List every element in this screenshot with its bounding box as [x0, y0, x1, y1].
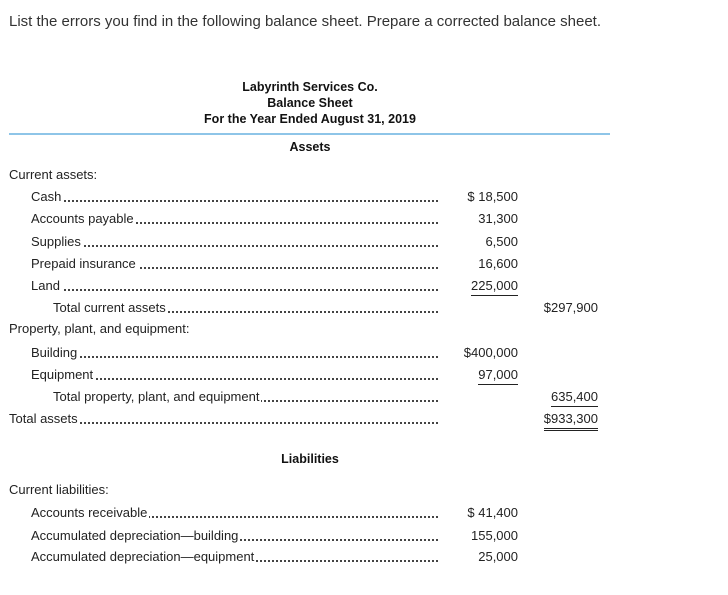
- total-assets-label: Total assets: [9, 411, 78, 426]
- line-item-amount: 16,600: [478, 256, 518, 271]
- total-current-assets-label: Total current assets: [53, 300, 166, 315]
- total-ppe-label: Total property, plant, and equipment: [53, 389, 260, 404]
- line-item: [0, 504, 728, 522]
- line-item-amount: 155,000: [471, 528, 518, 543]
- leader-dots: [20, 422, 438, 424]
- line-item-label: Accounts receivable: [31, 505, 148, 520]
- current-liabilities-heading: Current liabilities:: [9, 482, 109, 497]
- line-item-label: Accumulated depreciation—building: [31, 528, 239, 543]
- current-assets-heading: Current assets:: [9, 167, 98, 182]
- leader-dots: [40, 289, 438, 291]
- line-item-amount: 6,500: [485, 234, 518, 249]
- line-item: [0, 344, 728, 362]
- line-item: [0, 527, 728, 545]
- line-item-label: Cash: [31, 189, 62, 204]
- line-item-amount: $ 18,500: [467, 189, 518, 204]
- line-item-amount: 225,000: [471, 277, 518, 296]
- total-current-assets-amount: $297,900: [543, 300, 598, 315]
- total-assets-amount: $933,300: [544, 410, 598, 431]
- subtotal-row: [0, 388, 728, 406]
- line-item: [0, 548, 728, 566]
- line-item: [0, 366, 728, 384]
- line-item-label: Land: [31, 278, 60, 293]
- question-text: List the errors you find in the following balance sheet. Prepare a corrected balance sheet.: [9, 13, 602, 30]
- line-item-label: Equipment: [31, 367, 94, 382]
- line-item-label: Prepaid insurance: [31, 256, 136, 271]
- leader-dots: [40, 378, 438, 380]
- line-item-amount: 25,000: [478, 549, 518, 564]
- line-item-label: Supplies: [31, 234, 81, 249]
- statement-title: Balance Sheet: [267, 96, 353, 110]
- line-item-label: Building: [31, 345, 78, 360]
- total-ppe-amount: 635,400: [551, 388, 598, 407]
- header-rule: [9, 133, 610, 135]
- line-item: [0, 188, 728, 206]
- line-item-amount: $400,000: [463, 345, 518, 360]
- assets-heading: Assets: [289, 140, 331, 154]
- line-item-amount: 31,300: [478, 211, 518, 226]
- ppe-heading: Property, plant, and equipment:: [9, 321, 190, 336]
- line-item-label: Accounts payable: [31, 211, 134, 226]
- statement-period: For the Year Ended August 31, 2019: [204, 112, 416, 126]
- leader-dots: [40, 356, 438, 358]
- subtotal-row: [0, 299, 728, 317]
- leader-dots: [40, 245, 438, 247]
- leader-dots: [40, 200, 438, 202]
- line-item-amount: 97,000: [478, 366, 518, 385]
- line-item: [0, 277, 728, 295]
- line-item: [0, 233, 728, 251]
- line-item-label: Accumulated depreciation—equipment: [31, 549, 255, 564]
- line-item: [0, 210, 728, 228]
- line-item: [0, 255, 728, 273]
- total-row: [0, 410, 728, 428]
- line-item-amount: $ 41,400: [467, 505, 518, 520]
- company-name: Labyrinth Services Co.: [242, 80, 378, 94]
- liabilities-heading: Liabilities: [281, 452, 339, 466]
